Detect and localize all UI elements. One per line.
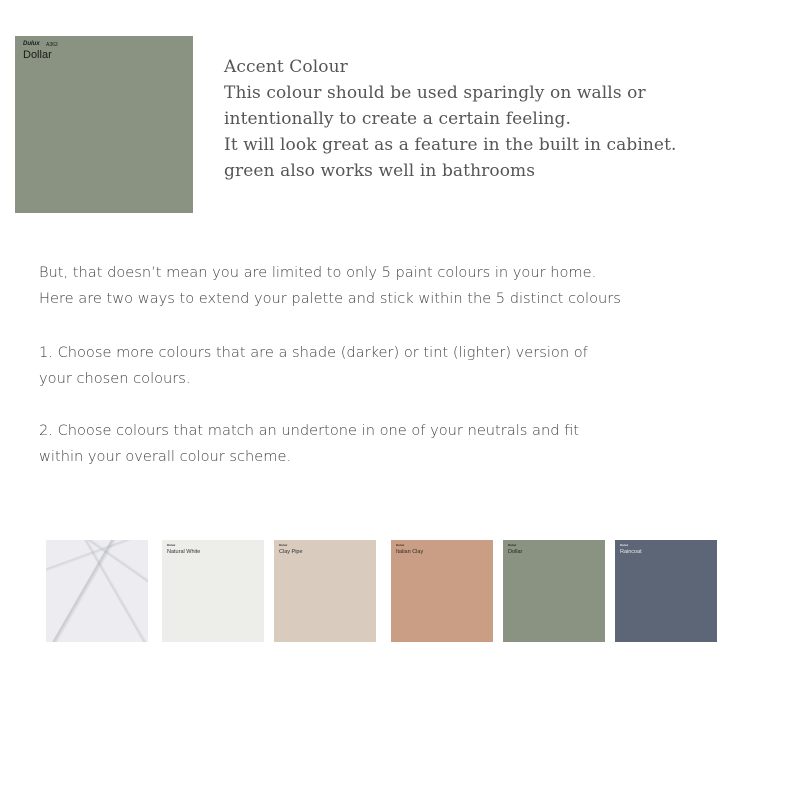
swatch-brand-logo: Dulux	[23, 41, 40, 47]
palette-tile-clay-pipe	[274, 540, 376, 642]
swatch-name: Italian Clay	[396, 549, 424, 555]
palette-tile-raincoat	[615, 540, 717, 642]
swatch-code: A363	[46, 42, 58, 48]
accent-line: It will look great as a feature in the built in cabinet.	[224, 135, 677, 155]
swatch-name: Dollar	[23, 49, 52, 61]
swatch-brand-logo: Dulux	[508, 543, 517, 547]
accent-title: Accent Colour	[224, 57, 348, 77]
swatch-brand-logo: Dulux	[396, 543, 405, 547]
intro-paragraph	[39, 260, 759, 312]
tip-one-paragraph	[39, 340, 759, 392]
accent-colour-description	[224, 54, 784, 184]
text-line: Here are two ways to extend your palette and stick within the 5 distinct colours	[39, 290, 621, 307]
palette-tile-marble	[46, 540, 148, 642]
accent-swatch-dollar	[15, 36, 193, 213]
palette-tile-natural-white	[162, 540, 264, 642]
swatch-name: Dollar	[508, 549, 523, 555]
accent-line: This colour should be used sparingly on walls or	[224, 83, 646, 103]
swatch-name: Clay Pipe	[279, 549, 303, 555]
swatch-name: Raincoat	[620, 549, 642, 555]
palette-tile-italian-clay	[391, 540, 493, 642]
text-line: 2. Choose colours that match an undertone in one of your neutrals and fit	[39, 422, 580, 439]
swatch-brand-logo: Dulux	[279, 543, 288, 547]
swatch-brand-logo: Dulux	[167, 543, 176, 547]
tip-two-paragraph	[39, 418, 759, 470]
text-line: within your overall colour scheme.	[39, 448, 292, 465]
text-line: 1. Choose more colours that are a shade (darker) or tint (lighter) version of	[39, 344, 588, 361]
text-line: your chosen colours.	[39, 370, 191, 387]
accent-line: intentionally to create a certain feeling.	[224, 109, 572, 129]
palette-tile-dollar	[503, 540, 605, 642]
swatch-brand-logo: Dulux	[620, 543, 629, 547]
text-line: But, that doesn’t mean you are limited to only 5 paint colours in your home.	[39, 264, 597, 281]
swatch-name: Natural White	[167, 549, 201, 555]
accent-line: green also works well in bathrooms	[224, 161, 536, 181]
